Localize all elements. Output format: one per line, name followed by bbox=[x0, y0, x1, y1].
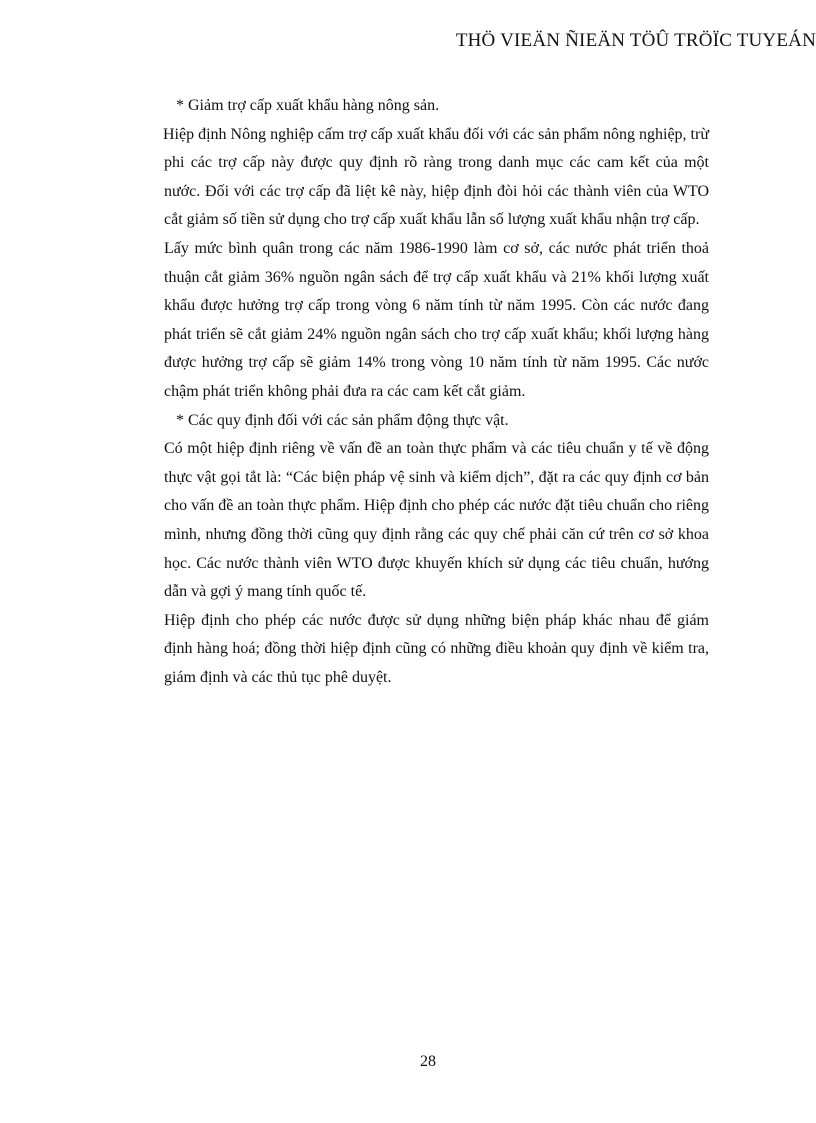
paragraph-bullet-export-subsidy: * Giảm trợ cấp xuất khẩu hàng nông sản. bbox=[176, 97, 440, 114]
paragraph-bullet-sps-regulations: * Các quy định đối với các sản phẩm động thực vật. bbox=[176, 411, 509, 429]
running-header: THÖ VIEÄN ÑIEÄN TÖÛ TRÖÏC TUYEÁN bbox=[455, 30, 816, 51]
paragraph-reduction-commitments: Lấy mức bình quân trong các năm 1986-1990 làm cơ sở, các nước phát triển thoả thuận cắt giảm 36% nguồn ngân sách để trợ cấp xuất khẩu và 21% khối lượng xuất khẩu được hưởng trợ cấp trong vòng 6 năm tính từ năm 1995. Còn các nước đang phát triển sẽ cắt giảm 24% nguồn ngân sách cho trợ cấp xuất khẩu; khối lượng hàng được hưởng trợ cấp sẽ giảm 14% trong vòng 10 năm tính từ năm 1995. Các nước chậm phát triển không phải đưa ra các cam kết cắt giảm. bbox=[164, 239, 709, 400]
document-body bbox=[164, 92, 709, 692]
paragraph-agriculture-agreement: Hiệp định Nông nghiệp cấm trợ cấp xuất khẩu đối với các sản phẩm nông nghiệp, trừ phi các trợ cấp này được quy định rõ ràng trong danh mục các cam kết của một nước. Đối với các trợ cấp đã liệt kê này, hiệp định đòi hỏi các thành viên của WTO cắt giảm số tiền sử dụng cho trợ cấp xuất khẩu lẫn số lượng xuất khẩu nhận trợ cấp. bbox=[163, 125, 709, 229]
paragraph-inspection-procedures: Hiệp định cho phép các nước được sử dụng những biện pháp khác nhau để giám định hàng hoá; đồng thời hiệp định cũng có những điều khoản quy định về kiểm tra, giám định và các thủ tục phê duyệt. bbox=[164, 611, 709, 686]
paragraph-sps-agreement: Có một hiệp định riêng về vấn đề an toàn thực phẩm và các tiêu chuẩn y tế về động thực vật gọi tắt là: “Các biện pháp vệ sinh và kiểm dịch”, đặt ra các quy định cơ bản cho vấn đề an toàn thực phẩm. Hiệp định cho phép các nước đặt tiêu chuẩn cho riêng mình, nhưng đồng thời cũng quy định rằng các quy chế phải căn cứ trên cơ sở khoa học. Các nước thành viên WTO được khuyến khích sử dụng các tiêu chuẩn, hướng dẫn và gợi ý mang tính quốc tế. bbox=[164, 440, 709, 601]
page-number: 28 bbox=[420, 1053, 436, 1070]
